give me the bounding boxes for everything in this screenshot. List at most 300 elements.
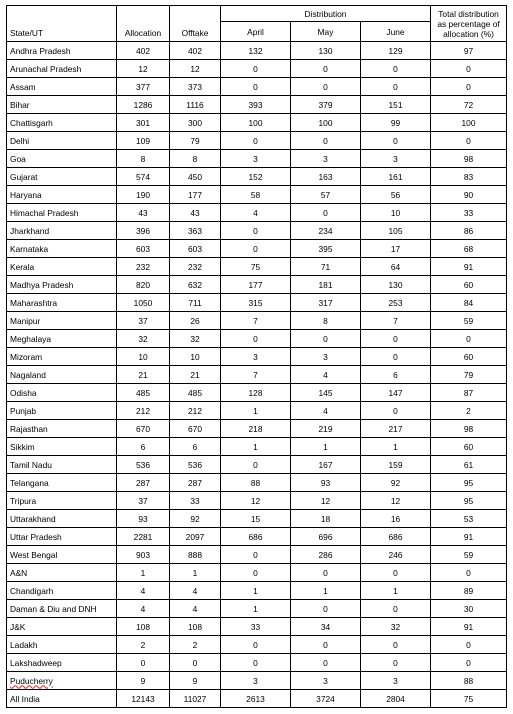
value-cell: 0 [431,60,507,78]
state-name-cell: Rajasthan [7,420,117,438]
value-cell: 2 [117,636,170,654]
value-cell: 234 [291,222,361,240]
value-cell: 0 [361,60,431,78]
table-row [7,636,507,654]
value-cell: 132 [221,42,291,60]
value-cell: 686 [361,528,431,546]
header-may: May [291,22,361,42]
table-row [7,78,507,96]
value-cell: 10 [170,348,221,366]
state-name-cell: Delhi [7,132,117,150]
value-cell: 1 [117,564,170,582]
value-cell: 32 [170,330,221,348]
value-cell: 670 [117,420,170,438]
value-cell: 151 [361,96,431,114]
value-cell: 100 [431,114,507,132]
value-cell: 574 [117,168,170,186]
table-row [7,168,507,186]
value-cell: 33 [431,204,507,222]
value-cell: 95 [431,492,507,510]
value-cell: 3 [221,348,291,366]
value-cell: 105 [361,222,431,240]
value-cell: 75 [221,258,291,276]
table-row [7,582,507,600]
value-cell: 0 [431,654,507,672]
value-cell: 8 [170,150,221,168]
value-cell: 7 [221,366,291,384]
value-cell: 4 [291,402,361,420]
table-row [7,438,507,456]
value-cell: 632 [170,276,221,294]
value-cell: 57 [291,186,361,204]
state-name-cell: Daman & Diu and DNH [7,600,117,618]
header-offtake: Offtake [170,6,221,42]
value-cell: 0 [221,132,291,150]
state-name-cell: Uttarakhand [7,510,117,528]
table-row [7,510,507,528]
value-cell: 64 [361,258,431,276]
value-cell: 91 [431,258,507,276]
value-cell: 4 [170,582,221,600]
value-cell: 108 [170,618,221,636]
state-name-cell: All India [7,690,117,708]
value-cell: 1116 [170,96,221,114]
state-name-cell: Tripura [7,492,117,510]
value-cell: 0 [431,132,507,150]
state-name-cell: Gujarat [7,168,117,186]
value-cell: 8 [117,150,170,168]
value-cell: 3 [221,672,291,690]
value-cell: 0 [291,78,361,96]
value-cell: 0 [361,402,431,420]
value-cell: 253 [361,294,431,312]
value-cell: 12 [221,492,291,510]
value-cell: 0 [221,636,291,654]
state-name-cell: Nagaland [7,366,117,384]
state-name-cell: Maharashtra [7,294,117,312]
state-name-cell: Haryana [7,186,117,204]
value-cell: 219 [291,420,361,438]
table-row [7,384,507,402]
value-cell: 11027 [170,690,221,708]
value-cell: 43 [117,204,170,222]
value-cell: 1 [170,564,221,582]
value-cell: 79 [170,132,221,150]
header-allocation: Allocation [117,6,170,42]
state-name-cell: Chattisgarh [7,114,117,132]
value-cell: 98 [431,420,507,438]
value-cell: 0 [221,222,291,240]
value-cell: 161 [361,168,431,186]
value-cell: 711 [170,294,221,312]
value-cell: 3 [361,672,431,690]
value-cell: 603 [117,240,170,258]
value-cell: 108 [117,618,170,636]
state-name-cell: Goa [7,150,117,168]
value-cell: 0 [361,78,431,96]
header-percentage: Total distribution as percentage of allocation (%) [431,6,507,42]
value-cell: 90 [431,186,507,204]
value-cell: 100 [221,114,291,132]
state-name-cell: J&K [7,618,117,636]
value-cell: 0 [291,60,361,78]
value-cell: 12143 [117,690,170,708]
value-cell: 30 [431,600,507,618]
value-cell: 60 [431,276,507,294]
state-name-cell: A&N [7,564,117,582]
value-cell: 0 [291,132,361,150]
value-cell: 317 [291,294,361,312]
value-cell: 1050 [117,294,170,312]
value-cell: 670 [170,420,221,438]
value-cell: 3724 [291,690,361,708]
value-cell: 59 [431,546,507,564]
value-cell: 888 [170,546,221,564]
table-row [7,474,507,492]
value-cell: 3 [361,150,431,168]
value-cell: 603 [170,240,221,258]
value-cell: 0 [431,636,507,654]
value-cell: 71 [291,258,361,276]
value-cell: 4 [117,582,170,600]
value-cell: 2 [170,636,221,654]
value-cell: 0 [291,600,361,618]
value-cell: 88 [221,474,291,492]
value-cell: 0 [291,654,361,672]
value-cell: 87 [431,384,507,402]
value-cell: 232 [117,258,170,276]
value-cell: 34 [291,618,361,636]
header-distribution: Distribution [221,6,431,22]
value-cell: 287 [117,474,170,492]
table-row [7,312,507,330]
value-cell: 4 [117,600,170,618]
table-row [7,654,507,672]
value-cell: 16 [361,510,431,528]
table-row [7,366,507,384]
state-name-cell: Punjab [7,402,117,420]
header-state: State/UT [7,6,117,42]
value-cell: 177 [170,186,221,204]
value-cell: 377 [117,78,170,96]
value-cell: 159 [361,456,431,474]
value-cell: 287 [170,474,221,492]
value-cell: 0 [221,456,291,474]
value-cell: 485 [170,384,221,402]
value-cell: 152 [221,168,291,186]
value-cell: 129 [361,42,431,60]
value-cell: 0 [117,654,170,672]
value-cell: 6 [170,438,221,456]
value-cell: 89 [431,582,507,600]
value-cell: 402 [170,42,221,60]
value-cell: 246 [361,546,431,564]
value-cell: 686 [221,528,291,546]
value-cell: 286 [291,546,361,564]
state-name-cell: Mizoram [7,348,117,366]
value-cell: 21 [170,366,221,384]
value-cell: 696 [291,528,361,546]
value-cell: 130 [361,276,431,294]
table-header [7,6,507,42]
value-cell: 0 [361,330,431,348]
state-name-cell: Arunachal Pradesh [7,60,117,78]
value-cell: 1 [361,582,431,600]
value-cell: 10 [361,204,431,222]
value-cell: 1 [221,582,291,600]
value-cell: 1 [291,438,361,456]
value-cell: 128 [221,384,291,402]
table-row [7,492,507,510]
value-cell: 79 [431,366,507,384]
state-name-cell: Odisha [7,384,117,402]
value-cell: 53 [431,510,507,528]
table-row [7,402,507,420]
value-cell: 0 [291,330,361,348]
state-name-cell: Telangana [7,474,117,492]
state-name-cell: West Bengal [7,546,117,564]
state-name-cell: Bihar [7,96,117,114]
value-cell: 21 [117,366,170,384]
value-cell: 72 [431,96,507,114]
value-cell: 1286 [117,96,170,114]
value-cell: 393 [221,96,291,114]
value-cell: 181 [291,276,361,294]
table-row [7,546,507,564]
value-cell: 212 [117,402,170,420]
value-cell: 820 [117,276,170,294]
value-cell: 37 [117,492,170,510]
table-row [7,222,507,240]
value-cell: 8 [291,312,361,330]
value-cell: 17 [361,240,431,258]
state-name-cell: Ladakh [7,636,117,654]
value-cell: 163 [291,168,361,186]
value-cell: 301 [117,114,170,132]
value-cell: 18 [291,510,361,528]
value-cell: 3 [221,150,291,168]
value-cell: 0 [361,654,431,672]
table-row [7,204,507,222]
value-cell: 4 [291,366,361,384]
value-cell: 7 [221,312,291,330]
value-cell: 0 [361,348,431,366]
value-cell: 0 [170,654,221,672]
state-name-cell: Uttar Pradesh [7,528,117,546]
value-cell: 0 [221,654,291,672]
value-cell: 536 [117,456,170,474]
value-cell: 363 [170,222,221,240]
value-cell: 109 [117,132,170,150]
value-cell: 3 [291,348,361,366]
value-cell: 300 [170,114,221,132]
value-cell: 0 [291,636,361,654]
value-cell: 98 [431,150,507,168]
value-cell: 1 [361,438,431,456]
value-cell: 95 [431,474,507,492]
state-name-cell: Tamil Nadu [7,456,117,474]
value-cell: 15 [221,510,291,528]
table-row [7,672,507,690]
value-cell: 91 [431,618,507,636]
table-row [7,348,507,366]
value-cell: 903 [117,546,170,564]
value-cell: 26 [170,312,221,330]
table-row [7,528,507,546]
table-row [7,132,507,150]
value-cell: 0 [431,330,507,348]
value-cell: 0 [361,132,431,150]
value-cell: 83 [431,168,507,186]
value-cell: 43 [170,204,221,222]
state-name-cell: Kerala [7,258,117,276]
value-cell: 145 [291,384,361,402]
value-cell: 33 [221,618,291,636]
table-row [7,258,507,276]
table-row [7,690,507,708]
value-cell: 100 [291,114,361,132]
state-name-cell: Jharkhand [7,222,117,240]
value-cell: 0 [291,204,361,222]
table-row [7,618,507,636]
value-cell: 6 [117,438,170,456]
value-cell: 2 [431,402,507,420]
value-cell: 59 [431,312,507,330]
value-cell: 60 [431,438,507,456]
state-name-cell: Lakshadweep [7,654,117,672]
value-cell: 217 [361,420,431,438]
value-cell: 56 [361,186,431,204]
value-cell: 7 [361,312,431,330]
value-cell: 32 [361,618,431,636]
value-cell: 218 [221,420,291,438]
table-row [7,564,507,582]
state-name-cell: Andhra Pradesh [7,42,117,60]
table-row [7,294,507,312]
value-cell: 379 [291,96,361,114]
state-name-cell: Puducherry [7,672,117,690]
value-cell: 86 [431,222,507,240]
value-cell: 37 [117,312,170,330]
value-cell: 0 [361,564,431,582]
value-cell: 0 [291,564,361,582]
value-cell: 61 [431,456,507,474]
value-cell: 0 [361,600,431,618]
value-cell: 0 [361,636,431,654]
value-cell: 2281 [117,528,170,546]
table-row [7,114,507,132]
value-cell: 0 [221,564,291,582]
table-row [7,600,507,618]
state-name-cell: Karnataka [7,240,117,258]
value-cell: 32 [117,330,170,348]
value-cell: 2613 [221,690,291,708]
table-row [7,186,507,204]
value-cell: 1 [221,402,291,420]
value-cell: 450 [170,168,221,186]
value-cell: 167 [291,456,361,474]
value-cell: 92 [361,474,431,492]
state-name-cell: Chandigarh [7,582,117,600]
value-cell: 177 [221,276,291,294]
value-cell: 12 [361,492,431,510]
value-cell: 212 [170,402,221,420]
value-cell: 0 [221,78,291,96]
value-cell: 1 [291,582,361,600]
value-cell: 4 [170,600,221,618]
value-cell: 91 [431,528,507,546]
value-cell: 75 [431,690,507,708]
table-row [7,42,507,60]
value-cell: 12 [117,60,170,78]
value-cell: 0 [221,546,291,564]
value-cell: 2097 [170,528,221,546]
value-cell: 93 [117,510,170,528]
value-cell: 4 [221,204,291,222]
value-cell: 3 [291,672,361,690]
table-row [7,276,507,294]
value-cell: 3 [291,150,361,168]
value-cell: 0 [431,78,507,96]
value-cell: 99 [361,114,431,132]
table-row [7,330,507,348]
value-cell: 84 [431,294,507,312]
value-cell: 88 [431,672,507,690]
value-cell: 485 [117,384,170,402]
header-june: June [361,22,431,42]
value-cell: 130 [291,42,361,60]
value-cell: 0 [431,564,507,582]
state-name-cell: Meghalaya [7,330,117,348]
value-cell: 147 [361,384,431,402]
table-body [7,42,507,708]
value-cell: 395 [291,240,361,258]
table-row [7,150,507,168]
value-cell: 315 [221,294,291,312]
value-cell: 12 [291,492,361,510]
state-name-cell: Himachal Pradesh [7,204,117,222]
table-row [7,60,507,78]
table-row [7,420,507,438]
value-cell: 33 [170,492,221,510]
value-cell: 10 [117,348,170,366]
value-cell: 9 [117,672,170,690]
value-cell: 373 [170,78,221,96]
value-cell: 402 [117,42,170,60]
value-cell: 58 [221,186,291,204]
value-cell: 0 [221,60,291,78]
value-cell: 97 [431,42,507,60]
value-cell: 60 [431,348,507,366]
value-cell: 1 [221,600,291,618]
value-cell: 396 [117,222,170,240]
value-cell: 2804 [361,690,431,708]
table-row [7,96,507,114]
state-name-cell: Sikkim [7,438,117,456]
table-row [7,240,507,258]
value-cell: 190 [117,186,170,204]
document-page [6,5,507,708]
value-cell: 68 [431,240,507,258]
distribution-table [6,5,507,708]
value-cell: 92 [170,510,221,528]
value-cell: 0 [221,330,291,348]
value-cell: 93 [291,474,361,492]
value-cell: 536 [170,456,221,474]
value-cell: 232 [170,258,221,276]
header-april: April [221,22,291,42]
state-name-cell: Manipur [7,312,117,330]
